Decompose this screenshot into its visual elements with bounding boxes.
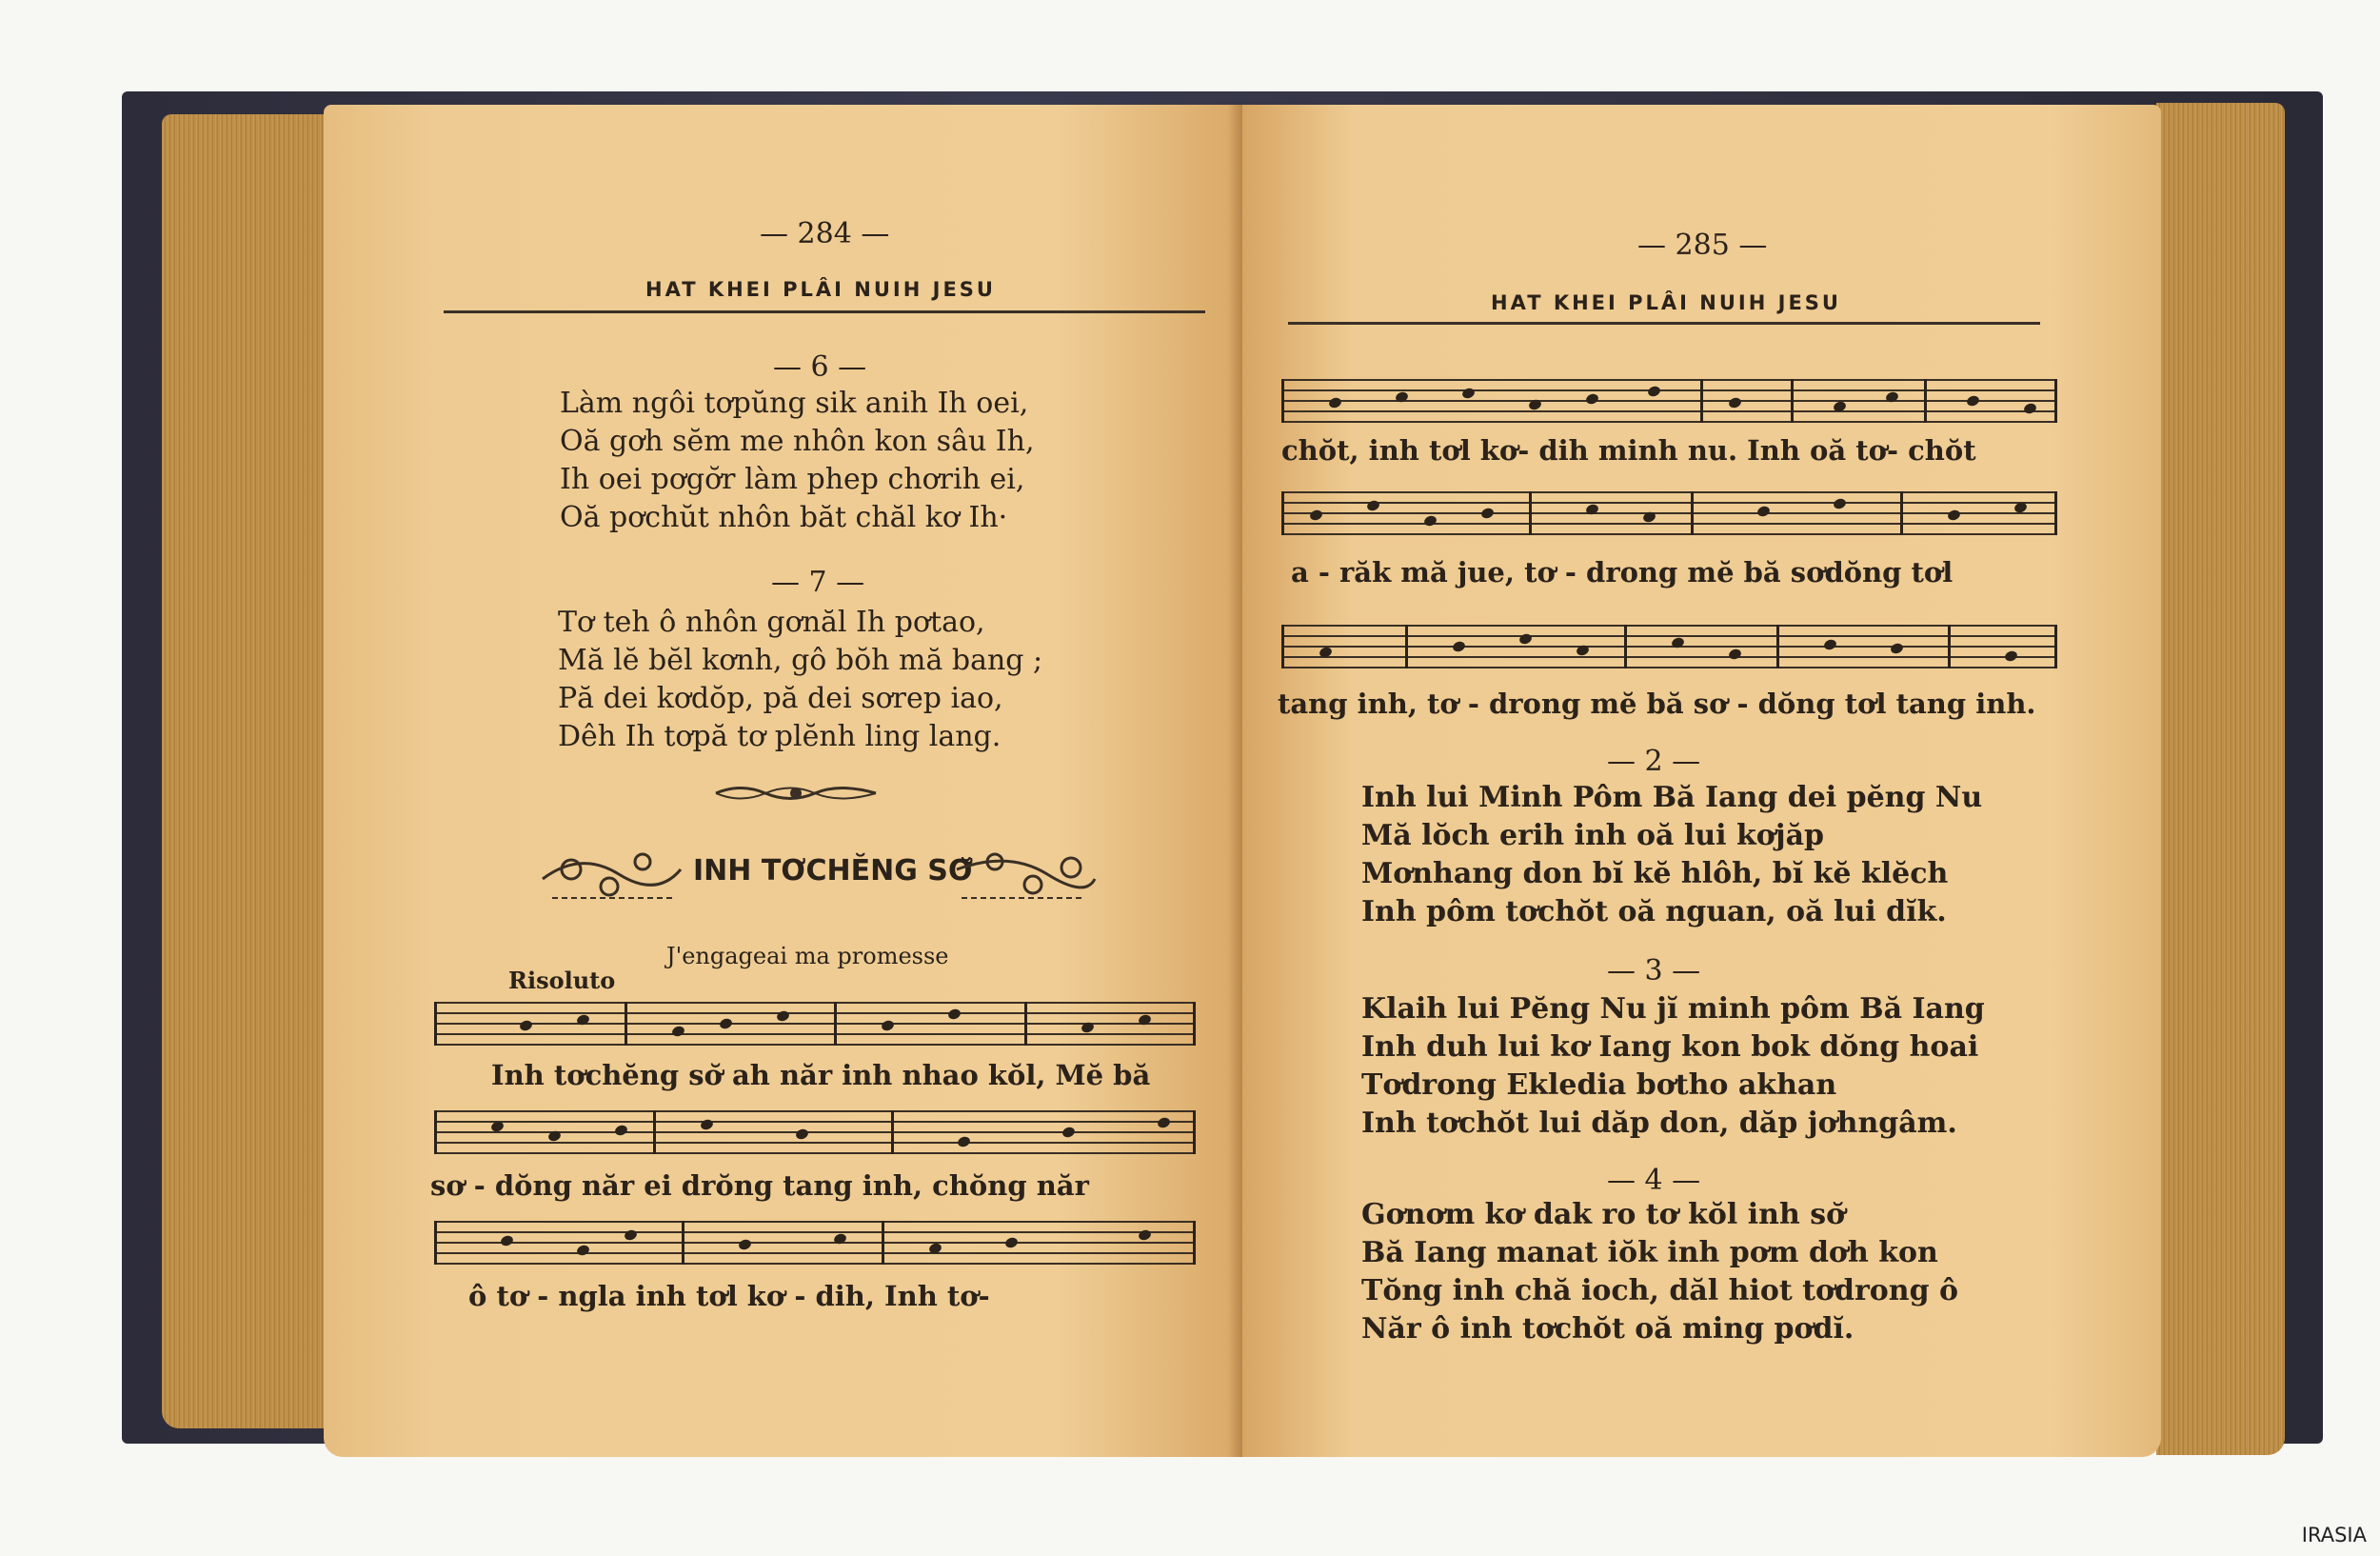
stanza-6-text bbox=[560, 385, 1035, 537]
note bbox=[947, 1007, 962, 1021]
right-page-number: — 285 — bbox=[1637, 229, 1768, 262]
barline bbox=[1529, 491, 1532, 535]
stanza-line: Inh duh lui kơ Iang kon bok dŏng hoai bbox=[1361, 1030, 1979, 1064]
barline bbox=[1281, 379, 1284, 423]
barline bbox=[434, 1221, 437, 1265]
stanza-line: Inh pôm tơchŏt oă nguan, oă lui dĭk. bbox=[1361, 895, 1947, 928]
song-title: INH TƠCHĔNG SƠ̆ bbox=[693, 854, 974, 888]
note bbox=[1585, 392, 1600, 406]
stanza-line: Inh lui Minh Pôm Bă Iang dei pĕng Nu bbox=[1361, 781, 1983, 814]
note bbox=[1890, 642, 1905, 655]
note bbox=[1366, 499, 1381, 512]
stanza-4-text bbox=[1361, 1196, 1958, 1348]
note bbox=[1947, 509, 1962, 522]
note bbox=[1528, 398, 1543, 411]
lyric-line: ô tơ - ngla inh tơl kơ - dih, Inh tơ- bbox=[468, 1280, 990, 1312]
note bbox=[1461, 387, 1477, 400]
lyric-line: a - răk mă jue, tơ - drong mĕ bă sơdŏng tơl bbox=[1291, 556, 1954, 588]
stanza-3-number: — 3 — bbox=[1607, 954, 1701, 987]
barline bbox=[882, 1221, 884, 1265]
note bbox=[1642, 510, 1657, 524]
barline bbox=[682, 1221, 684, 1265]
note bbox=[1423, 514, 1438, 528]
note bbox=[1395, 390, 1410, 404]
note bbox=[795, 1127, 810, 1141]
stanza-4-number: — 4 — bbox=[1607, 1164, 1701, 1197]
left-head-rule bbox=[444, 310, 1205, 313]
note bbox=[928, 1242, 943, 1255]
lyric-line: chŏt, inh tơl kơ- dih minh nu. Inh oă tơ- chŏt bbox=[1281, 434, 1976, 467]
stanza-3-text bbox=[1361, 990, 1985, 1143]
stanza-7-text bbox=[558, 604, 1042, 756]
barline bbox=[1700, 379, 1703, 423]
note bbox=[700, 1118, 715, 1131]
music-staff bbox=[1281, 379, 2057, 423]
note bbox=[1833, 400, 1848, 413]
stanza-7-number: — 7 — bbox=[771, 566, 865, 599]
stanza-line: Mă lĕ bĕl kơnh, gô bŏh mă bang ; bbox=[558, 644, 1043, 677]
barline bbox=[2054, 379, 2057, 423]
barline bbox=[625, 1002, 627, 1046]
note bbox=[1004, 1236, 1020, 1249]
note bbox=[957, 1135, 972, 1148]
note bbox=[1671, 636, 1686, 649]
stanza-line: Oă gơh sĕm me nhôn kon sâu Ih, bbox=[560, 425, 1035, 458]
stanza-line: Ih oei pơgơ̆r làm phep chơrih ei, bbox=[560, 463, 1025, 496]
note bbox=[2013, 501, 2029, 514]
note bbox=[1157, 1116, 1172, 1129]
song-title-box bbox=[533, 841, 1104, 908]
note bbox=[1518, 632, 1534, 646]
right-head-rule bbox=[1288, 322, 2040, 325]
note bbox=[833, 1232, 848, 1246]
tempo-marking: Risoluto bbox=[508, 967, 616, 994]
note bbox=[1480, 507, 1496, 520]
note bbox=[1576, 644, 1591, 657]
note bbox=[624, 1228, 639, 1242]
note bbox=[2023, 402, 2038, 415]
note bbox=[1966, 394, 1981, 408]
note bbox=[1728, 648, 1743, 661]
note bbox=[519, 1019, 534, 1032]
note bbox=[1885, 390, 1900, 404]
note bbox=[1138, 1228, 1153, 1242]
note bbox=[1833, 497, 1848, 510]
song-subtitle: J'engageai ma promesse bbox=[666, 943, 949, 969]
note bbox=[1309, 509, 1324, 522]
barline bbox=[434, 1110, 437, 1154]
left-page-number: — 284 — bbox=[760, 217, 890, 250]
stanza-line: Tơ teh ô nhôn gơnăl Ih pơtao, bbox=[558, 606, 985, 639]
barline bbox=[1193, 1221, 1196, 1265]
left-running-head: HAT KHEI PLÂI NUIH JESU bbox=[645, 278, 996, 301]
lyric-line: tang inh, tơ - drong mĕ bă sơ - dŏng tơl tang inh. bbox=[1278, 688, 2036, 720]
note bbox=[576, 1244, 591, 1257]
stanza-line: Làm ngôi tơpŭng sik anih Ih oei, bbox=[560, 387, 1029, 420]
stanza-line: Gơnơm kơ dak ro tơ kŏl inh sơ̆ bbox=[1361, 1198, 1846, 1231]
stanza-line: Năr ô inh tơchŏt oă ming pơdĭ. bbox=[1361, 1312, 1854, 1346]
note bbox=[614, 1124, 629, 1137]
note bbox=[776, 1009, 791, 1023]
note bbox=[1823, 638, 1838, 651]
barline bbox=[1193, 1002, 1196, 1046]
lyric-line: sơ - dŏng năr ei drŏng tang inh, chŏng năr bbox=[430, 1169, 1089, 1202]
note bbox=[1138, 1013, 1153, 1027]
stanza-6-number: — 6 — bbox=[773, 350, 867, 384]
stanza-2-number: — 2 — bbox=[1607, 745, 1701, 778]
barline bbox=[1281, 491, 1284, 535]
note bbox=[490, 1120, 506, 1133]
floral-ornament-left bbox=[533, 841, 685, 908]
barline bbox=[891, 1110, 894, 1154]
stanza-line: Klaih lui Pĕng Nu jĭ minh pôm Bă Iang bbox=[1361, 992, 1985, 1026]
divider-ornament bbox=[712, 779, 880, 808]
barline bbox=[1924, 379, 1927, 423]
note bbox=[547, 1129, 563, 1143]
note bbox=[738, 1238, 753, 1251]
barline bbox=[1281, 625, 1284, 668]
note bbox=[1585, 503, 1600, 516]
music-staff bbox=[1281, 491, 2057, 535]
note bbox=[1319, 646, 1334, 659]
page-edges-left bbox=[162, 114, 333, 1428]
barline bbox=[1791, 379, 1794, 423]
music-staff bbox=[434, 1221, 1196, 1265]
watermark: IRASIA bbox=[2301, 1524, 2367, 1546]
note bbox=[881, 1019, 896, 1032]
note bbox=[1081, 1021, 1096, 1034]
barline bbox=[1776, 625, 1779, 668]
note bbox=[2004, 649, 2019, 663]
note bbox=[719, 1017, 734, 1030]
note bbox=[500, 1234, 515, 1247]
stanza-line: Bă Iang manat iŏk inh pơm dơh kon bbox=[1361, 1236, 1938, 1269]
stanza-line: Mơnhang don bĭ kĕ hlôh, bĭ kĕ klĕch bbox=[1361, 857, 1949, 890]
barline bbox=[1024, 1002, 1027, 1046]
barline bbox=[2054, 625, 2057, 668]
stanza-2-text bbox=[1361, 779, 1982, 931]
floral-ornament-right bbox=[952, 841, 1104, 908]
note bbox=[1452, 640, 1467, 653]
stanza-line: Tơdrong Ekledia bơtho akhan bbox=[1361, 1068, 1837, 1102]
barline bbox=[1193, 1110, 1196, 1154]
barline bbox=[1948, 625, 1951, 668]
stanza-line: Mă lŏch erih inh oă lui kơjăp bbox=[1361, 819, 1825, 852]
stanza-line: Pă dei kơdŏp, pă dei sơrep iao, bbox=[558, 682, 1003, 715]
stanza-line: Oă pơchŭt nhôn băt chăl kơ Ih· bbox=[560, 501, 1008, 534]
note bbox=[671, 1025, 686, 1038]
barline bbox=[653, 1110, 656, 1154]
note bbox=[576, 1013, 591, 1027]
stanza-line: Dêh Ih tơpă tơ plĕnh ling lang. bbox=[558, 720, 1002, 753]
barline bbox=[1624, 625, 1627, 668]
stanza-line: Tŏng inh chă ioch, dăl hiot tơdrong ô bbox=[1361, 1274, 1959, 1307]
barline bbox=[1405, 625, 1408, 668]
right-running-head: HAT KHEI PLÂI NUIH JESU bbox=[1491, 291, 1841, 314]
music-staff bbox=[434, 1002, 1196, 1046]
note bbox=[1647, 385, 1662, 398]
note bbox=[1756, 505, 1772, 518]
note bbox=[1328, 396, 1343, 409]
stanza-line: Inh tơchŏt lui dăp don, dăp jơhngâm. bbox=[1361, 1107, 1957, 1140]
barline bbox=[1900, 491, 1903, 535]
barline bbox=[434, 1002, 437, 1046]
note bbox=[1728, 396, 1743, 409]
lyric-line: Inh tơchĕng sơ̆ ah năr inh nhao kŏl, Mĕ bă bbox=[491, 1059, 1151, 1091]
barline bbox=[834, 1002, 837, 1046]
music-staff bbox=[1281, 625, 2057, 668]
note bbox=[1061, 1126, 1077, 1139]
page-edges-right bbox=[2156, 103, 2285, 1455]
barline bbox=[1691, 491, 1694, 535]
music-staff bbox=[434, 1110, 1196, 1154]
barline bbox=[2054, 491, 2057, 535]
